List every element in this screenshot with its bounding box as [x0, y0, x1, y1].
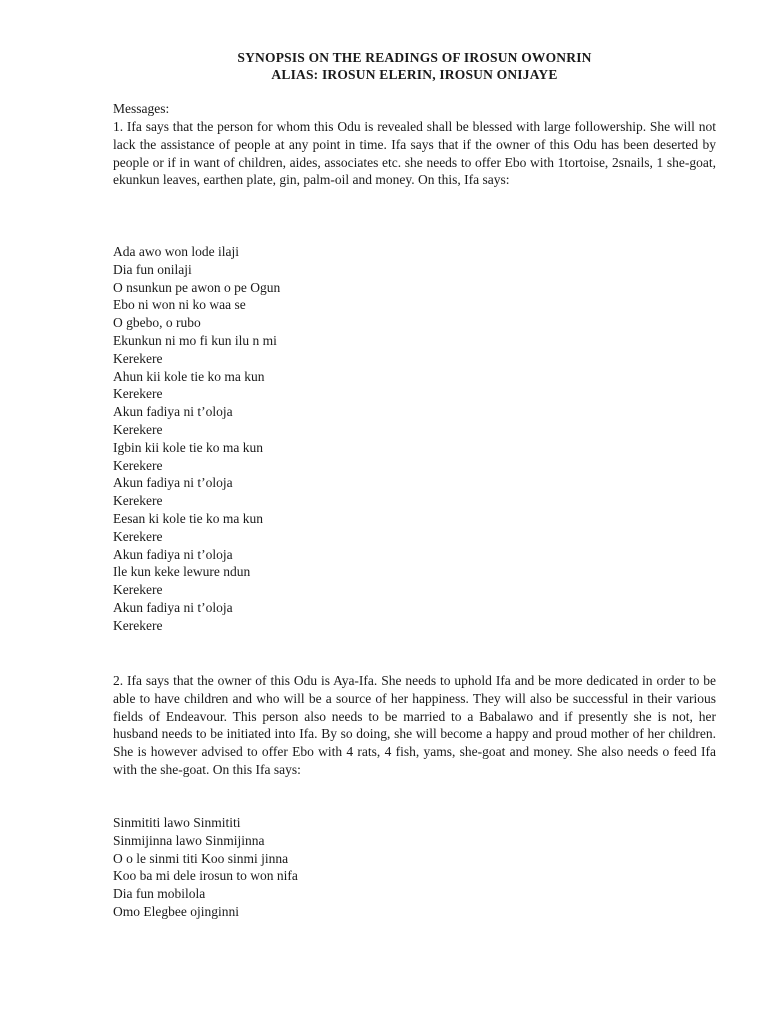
document-subtitle: ALIAS: IROSUN ELERIN, IROSUN ONIJAYE — [271, 67, 558, 82]
verse-line: Sinmijinna lawo Sinmijinna — [113, 832, 265, 848]
verse-line: Kerekere — [113, 617, 163, 633]
verse-line: Ekunkun ni mo fi kun ilu n mi — [113, 332, 277, 348]
verse-line: Sinmititi lawo Sinmititi — [113, 815, 241, 830]
paragraph-2: 2. Ifa says that the owner of this Odu is Aya-Ifa. She needs to uphold Ifa and be more dedicated in order to be able to have children and who will be a source of her happiness. They will also be successful in their various fields of Endeavour. This person also needs to be married to a Babalawo and if presently she is not, her husband needs to be initiated into Ifa. By so doing, she will become a happy and proud mother of her children. She is however advised to offer Ebo with 4 rats, 4 fish, yams, she-goat and money. She also needs o feed Ifa with the she-goat. On this Ifa says: — [113, 673, 716, 777]
verse-line: Kerekere — [113, 421, 163, 437]
verse-line: Ahun kii kole tie ko ma kun — [113, 368, 265, 384]
verse-line: Dia fun mobilola — [113, 886, 206, 902]
verse-line: Kerekere — [113, 582, 163, 598]
verse-line: Kerekere — [113, 350, 163, 366]
verse-line: Eesan ki kole tie ko ma kun — [113, 510, 263, 526]
paragraph-1: 1. Ifa says that the person for whom this Odu is revealed shall be blessed with large followership. She will not lack the assistance of people at any point in time. Ifa says that if the owner of this Odu has been deserted by people or if in want of children, aides, associates etc. she needs to offer Ebo with 1tortoise, 2snails, 1 she-goat, ekunkun leaves, earthen plate, gin, palm-oil and money. On this, Ifa says: — [113, 119, 716, 188]
document-title: SYNOPSIS ON THE READINGS OF IROSUN OWONRIN — [237, 50, 592, 65]
verse-1 — [113, 243, 716, 635]
verse-line: Koo ba mi dele irosun to won nifa — [113, 868, 298, 884]
verse-line: O nsunkun pe awon o pe Ogun — [113, 279, 281, 295]
verse-line: Dia fun onilaji — [113, 261, 192, 277]
verse-line: O o le sinmi titi Koo sinmi jinna — [113, 850, 289, 866]
verse-2 — [113, 814, 716, 921]
verse-line: Kerekere — [113, 493, 163, 509]
verse-line: Akun fadiya ni t’oloja — [113, 475, 233, 491]
verse-line: Igbin kii kole tie ko ma kun — [113, 439, 263, 455]
verse-line: Ebo ni won ni ko waa se — [113, 297, 246, 313]
verse-line: Akun fadiya ni t’oloja — [113, 546, 233, 562]
verse-line: Omo Elegbee ojinginni — [113, 903, 239, 919]
verse-line: Akun fadiya ni t’oloja — [113, 599, 233, 615]
verse-line: Ile kun keke lewure ndun — [113, 564, 251, 580]
verse-line: Ada awo won lode ilaji — [113, 244, 239, 259]
messages-label: Messages: — [113, 101, 170, 116]
verse-line: Akun fadiya ni t’oloja — [113, 404, 233, 420]
verse-line: O gbebo, o rubo — [113, 315, 201, 331]
verse-line: Kerekere — [113, 457, 163, 473]
verse-line: Kerekere — [113, 386, 163, 402]
verse-line: Kerekere — [113, 528, 163, 544]
